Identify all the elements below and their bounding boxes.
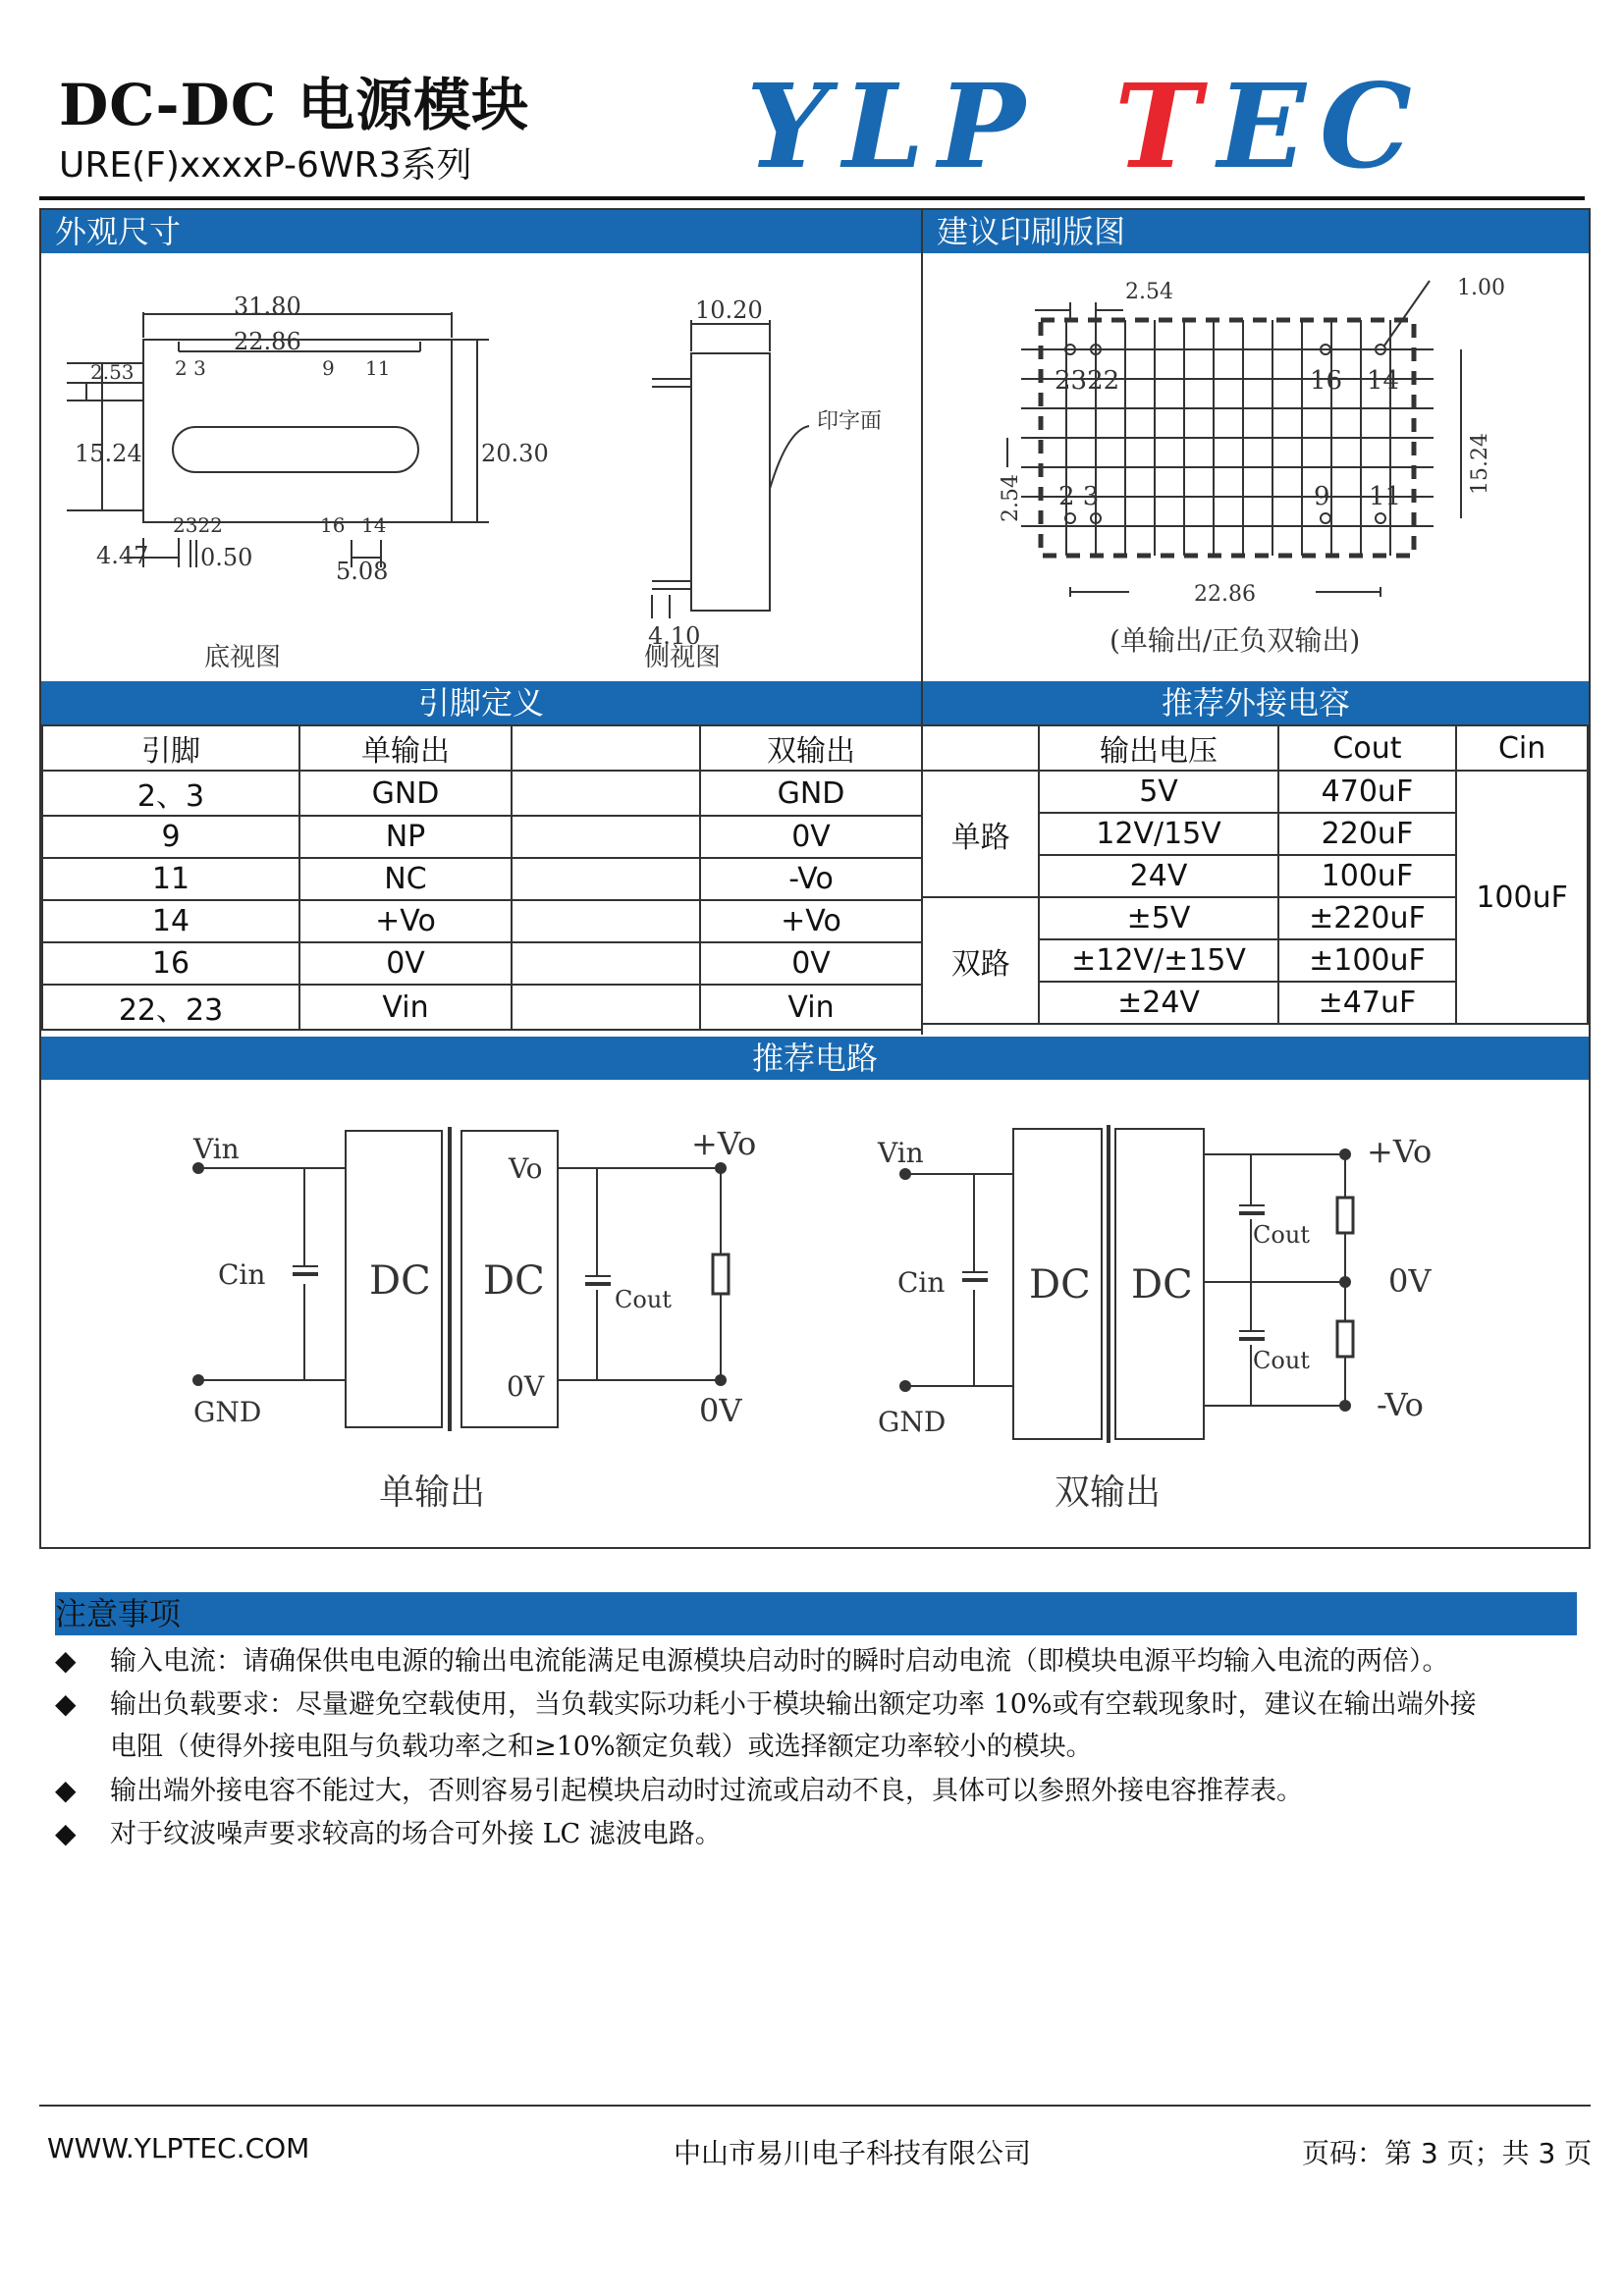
capacitor-table xyxy=(921,724,1589,1025)
cout-cell: 100uF xyxy=(1278,855,1457,897)
table-row xyxy=(922,771,1588,813)
section-bar-dimensions: 外观尺寸 xyxy=(41,210,921,253)
table-row xyxy=(42,816,922,858)
svg-text:20.30: 20.30 xyxy=(481,440,549,467)
single-cell: NC xyxy=(299,858,512,900)
svg-text:YLP: YLP xyxy=(746,69,1039,187)
pin-cell: 22、23 xyxy=(42,985,299,1030)
label-vo: Vo xyxy=(509,1152,543,1185)
label-cout: Cout xyxy=(615,1286,672,1313)
label-gnd: GND xyxy=(193,1396,262,1428)
label-cout-upper: Cout xyxy=(1253,1221,1310,1249)
single-cell: Vin xyxy=(299,985,512,1030)
svg-text:22.86: 22.86 xyxy=(1194,582,1256,607)
label-dc-out: DC xyxy=(483,1258,545,1304)
pin-blank-cell xyxy=(512,771,700,816)
single-cell: +Vo xyxy=(299,900,512,942)
pcb-layout-drawing xyxy=(923,253,1587,681)
section-bar-circuit: 推荐电路 xyxy=(41,1037,1589,1080)
label-0v: 0V xyxy=(1388,1262,1432,1300)
label-dc-out: DC xyxy=(1131,1262,1193,1308)
pin-header-single: 单输出 xyxy=(299,725,512,771)
svg-text:EC: EC xyxy=(1218,69,1426,187)
pin-definition-table xyxy=(41,724,923,1031)
svg-text:4.10: 4.10 xyxy=(648,622,701,650)
pin-cell: 2、3 xyxy=(42,771,299,816)
note-item xyxy=(55,1812,722,1856)
svg-text:2322: 2322 xyxy=(173,513,223,537)
label-cin: Cin xyxy=(897,1266,946,1299)
pin-header-dual: 双输出 xyxy=(700,725,922,771)
pin-blank-cell xyxy=(512,816,700,858)
svg-text:9: 9 xyxy=(322,356,335,380)
footer-website[interactable]: WWW.YLPTEC.COM xyxy=(47,2132,310,2164)
table-row xyxy=(42,942,922,985)
single-cell: GND xyxy=(299,771,512,816)
voltage-cell: 12V/15V xyxy=(1039,813,1277,855)
pin-cell: 16 xyxy=(42,942,299,985)
ylptec-logo xyxy=(746,69,1591,187)
label-0v: 0V xyxy=(699,1392,742,1429)
svg-text:2322: 2322 xyxy=(1055,366,1120,396)
circuit-diagrams xyxy=(41,1080,1589,1547)
svg-text:(单输出/正负双输出): (单输出/正负双输出) xyxy=(1110,624,1361,657)
svg-text:31.80: 31.80 xyxy=(234,293,301,320)
svg-text:2.53: 2.53 xyxy=(90,360,135,384)
dual-cell: 0V xyxy=(700,816,922,858)
svg-text:15.24: 15.24 xyxy=(1468,433,1492,495)
svg-text:T: T xyxy=(1114,69,1215,187)
note-text: 输入电流：请确保供电电源的输出电流能满足电源模块启动时的瞬时启动电流（即模块电源平均输入电流的两倍）。 xyxy=(110,1646,1449,1677)
svg-text:14: 14 xyxy=(1367,366,1400,396)
label-plus-vo: +Vo xyxy=(691,1125,757,1162)
cap-header-cin: Cin xyxy=(1456,725,1588,771)
section-bar-pcb: 建议印刷版图 xyxy=(923,210,1589,253)
diamond-bullet-icon: ◆ xyxy=(55,1774,77,1806)
svg-text:10.20: 10.20 xyxy=(695,296,763,324)
label-minus-vo: -Vo xyxy=(1377,1386,1424,1423)
cout-cell: ±100uF xyxy=(1278,939,1457,982)
cin-cell: 100uF xyxy=(1456,771,1588,1024)
pin-header-pin: 引脚 xyxy=(42,725,299,771)
dual-cell: Vin xyxy=(700,985,922,1030)
table-row xyxy=(42,985,922,1030)
diamond-bullet-icon: ◆ xyxy=(55,1817,77,1849)
svg-text:9: 9 xyxy=(1314,482,1330,511)
svg-text:22.86: 22.86 xyxy=(234,328,301,355)
pin-cell: 9 xyxy=(42,816,299,858)
svg-text:侧视图: 侧视图 xyxy=(644,643,722,672)
pin-cell: 11 xyxy=(42,858,299,900)
footer-rule xyxy=(39,2105,1591,2107)
svg-text:15.24: 15.24 xyxy=(75,440,142,467)
label-cin: Cin xyxy=(218,1258,266,1291)
cout-cell: 470uF xyxy=(1278,771,1457,813)
svg-text:11: 11 xyxy=(1369,482,1402,511)
svg-text:14: 14 xyxy=(361,513,387,537)
voltage-cell: ±24V xyxy=(1039,982,1277,1024)
cap-blank-cell xyxy=(922,725,1039,771)
svg-text:1.00: 1.00 xyxy=(1457,276,1505,300)
section-bar-notes: 注意事项 xyxy=(55,1592,1577,1635)
svg-text:2 3: 2 3 xyxy=(175,356,206,380)
pin-blank-cell xyxy=(512,725,700,771)
section-bar-caps: 推荐外接电容 xyxy=(923,681,1589,724)
footer-page-number: 页码：第 3 页；共 3 页 xyxy=(1302,2137,1593,2169)
table-row xyxy=(42,900,922,942)
pin-blank-cell xyxy=(512,900,700,942)
note-item xyxy=(55,1682,1477,1727)
svg-text:2 3: 2 3 xyxy=(1058,482,1100,511)
dual-cell: +Vo xyxy=(700,900,922,942)
diamond-bullet-icon: ◆ xyxy=(55,1644,77,1677)
label-vin: Vin xyxy=(878,1137,924,1169)
pin-blank-cell xyxy=(512,985,700,1030)
group-single: 单路 xyxy=(922,771,1039,897)
voltage-cell: 5V xyxy=(1039,771,1277,813)
single-cell: NP xyxy=(299,816,512,858)
dual-cell: 0V xyxy=(700,942,922,985)
voltage-cell: ±12V/±15V xyxy=(1039,939,1277,982)
cap-header-voltage: 输出电压 xyxy=(1039,725,1277,771)
header-rule xyxy=(39,196,1585,200)
svg-text:0.50: 0.50 xyxy=(200,544,253,571)
note-text: 输出负载要求：尽量避免空载使用，当负载实际功耗小于模块输出额定功率 10%或有空载现象时，建议在输出端外接 xyxy=(110,1689,1477,1720)
caption-dual: 双输出 xyxy=(1055,1472,1162,1513)
group-dual: 双路 xyxy=(922,897,1039,1024)
label-plus-vo: +Vo xyxy=(1367,1133,1433,1170)
note-text: 输出端外接电容不能过大，否则容易引起模块启动时过流或启动不良，具体可以参照外接电容推荐表。 xyxy=(110,1776,1303,1806)
pin-cell: 14 xyxy=(42,900,299,942)
dimension-drawing xyxy=(41,253,921,681)
note-item xyxy=(55,1769,1303,1813)
svg-text:16: 16 xyxy=(1310,366,1343,396)
cout-cell: ±47uF xyxy=(1278,982,1457,1024)
cout-cell: 220uF xyxy=(1278,813,1457,855)
svg-text:2.54: 2.54 xyxy=(1125,280,1173,304)
note-item xyxy=(55,1639,1449,1683)
diamond-bullet-icon: ◆ xyxy=(55,1687,77,1720)
single-cell: 0V xyxy=(299,942,512,985)
svg-text:底视图: 底视图 xyxy=(204,643,282,672)
svg-text:4.47: 4.47 xyxy=(96,542,149,569)
label-dc-in: DC xyxy=(1029,1262,1091,1308)
svg-text:5.08: 5.08 xyxy=(336,558,389,585)
pin-blank-cell xyxy=(512,858,700,900)
label-dc-in: DC xyxy=(369,1258,431,1304)
svg-text:16: 16 xyxy=(320,513,346,537)
pin-blank-cell xyxy=(512,942,700,985)
footer-company: 中山市易川电子科技有限公司 xyxy=(674,2137,1032,2169)
svg-text:2.54: 2.54 xyxy=(999,474,1023,522)
cout-cell: ±220uF xyxy=(1278,897,1457,939)
svg-text:11: 11 xyxy=(365,356,391,380)
voltage-cell: 24V xyxy=(1039,855,1277,897)
section-bar-pins: 引脚定义 xyxy=(41,681,921,724)
table-row xyxy=(42,771,922,816)
label-vin: Vin xyxy=(193,1133,240,1165)
document-title: DC-DC 电源模块 xyxy=(59,72,530,138)
dual-cell: GND xyxy=(700,771,922,816)
note-continuation: 电阻（使得外接电阻与负载功率之和≥10%额定负载）或选择额定功率较小的模块。 xyxy=(110,1732,1093,1762)
note-text: 对于纹波噪声要求较高的场合可外接 LC 滤波电路。 xyxy=(110,1819,722,1849)
table-row xyxy=(42,858,922,900)
label-0v-inner: 0V xyxy=(507,1370,545,1403)
dual-cell: -Vo xyxy=(700,858,922,900)
cap-header-cout: Cout xyxy=(1278,725,1457,771)
caption-single: 单输出 xyxy=(379,1472,486,1513)
svg-text:印字面: 印字面 xyxy=(817,409,883,434)
series-name: URE(F)xxxxP-6WR3系列 xyxy=(59,145,472,186)
label-gnd: GND xyxy=(878,1406,947,1438)
voltage-cell: ±5V xyxy=(1039,897,1277,939)
label-cout-lower: Cout xyxy=(1253,1347,1310,1374)
